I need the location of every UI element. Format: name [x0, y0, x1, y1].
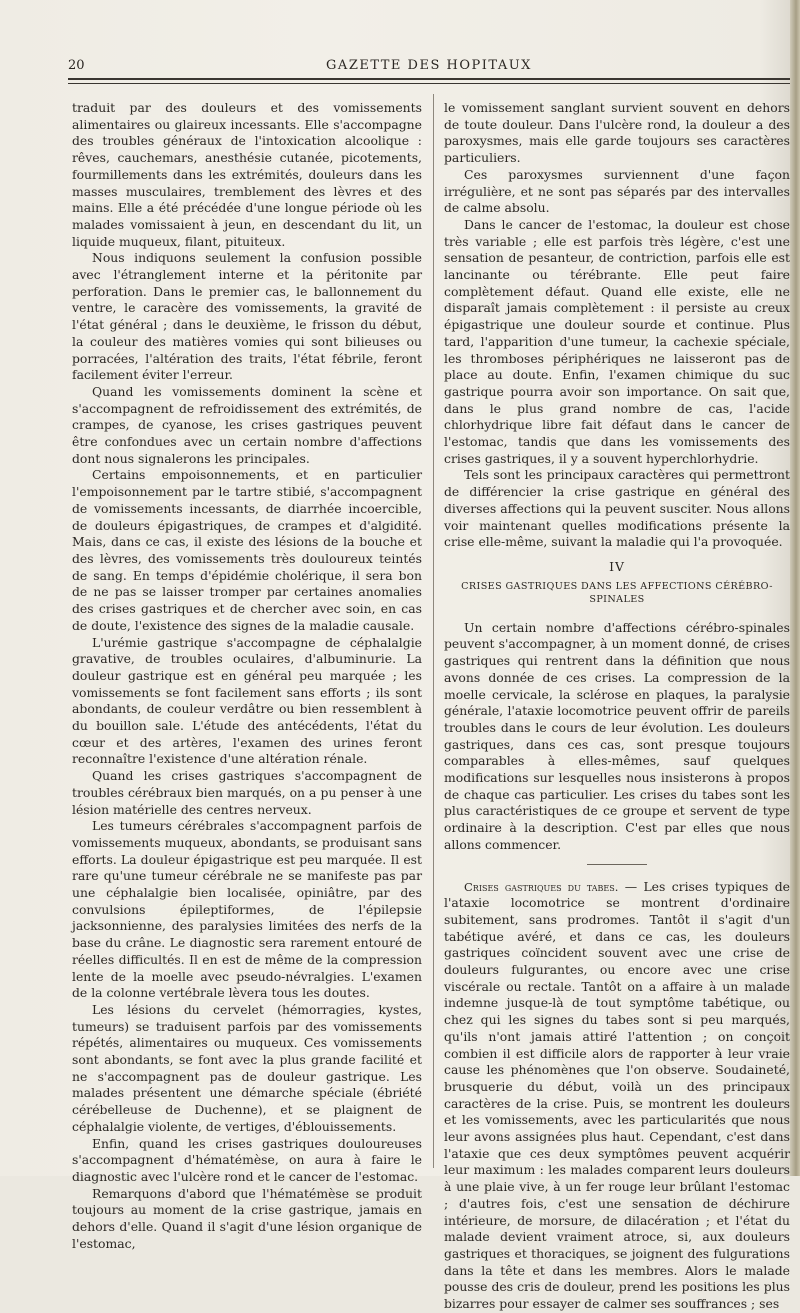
page-number: 20: [68, 58, 85, 73]
paragraph: Remarquons d'abord que l'hématémèse se produit toujours au moment de la crise gastrique, jamais en dehors d'elle. Quand il s'agit d'une lésion organique de l'estomac,: [72, 1185, 422, 1251]
journal-title: GAZETTE DES HOPITAUX: [326, 58, 532, 73]
page-edge: [790, 0, 800, 1176]
paragraph: le vomissement sanglant survient souvent en dehors de toute douleur. Dans l'ulcère rond, la douleur a des paroxysmes, mais elle garde toujours ses caractères particuliers.: [444, 100, 790, 166]
paragraph: Quand les vomissements dominent la scène et s'accompagnent de refroidissement des extrémités, de crampes, de cyanose, les crises gastriques peuvent être confondues avec un certain nombre d'affections dont nous signalerons les principales.: [72, 383, 422, 466]
paragraph: Quand les crises gastriques s'accompagnent de troubles cérébraux bien marqués, on a pu penser à une lésion matérielle des centres nerveux.: [72, 768, 422, 817]
paragraph: Un certain nombre d'affections cérébro-spinales peuvent s'accompagner, à un moment donné, de crises gastriques qui rentrent dans la définition que nous avons donnée de ces crises. La compression de la moelle cervicale, la sclérose en plaques, la paralysie générale, l'ataxie locomotrice peuvent offrir de pareils troubles dans le cours de leur évolution. Les douleurs gastriques, dans ces cas, sont presque toujours comparables à elles-mêmes, sauf quelques modifications sur lesquelles nous insisterons à propos de chaque cas particulier. Les crises du tabes sont les plus caractéristiques de ce groupe et servent de type ordinaire à la description. C'est par elles que nous allons commencer.: [444, 619, 790, 852]
left-column: [72, 100, 422, 1251]
subsection-text: — Les crises typiques de l'ataxie locomotrice se montrent d'ordinaire subitement, sans prodromes. Tantôt il s'agit d'un tabétique avéré, et dans ce cas, les douleurs gastriques coïncident souvent avec une crise de douleurs fulgurantes, ou encore avec une crise viscérale ou rectale. Tantôt on a affaire à un malade indemne jusque-là de tout symptôme tabétique, ou chez qui les signes du tabes sont si peu marqués, qu'ils n'ont jamais attiré l'attention ; on conçoit combien il est difficile alors de rapporter à leur vraie cause les phénomènes que l'on observe. Soudaineté, brusquerie du début, voilà un des principaux caractères de la crise. Puis, se montrent les douleurs et les vomissements, avec les particularités que nous leur avons assignées plus haut. Cependant, c'est dans l'ataxie que ces deux symptômes peuvent acquérir leur maximum : les malades comparent leurs douleurs à une plaie vive, à un fer rouge leur brûlant l'estomac ; d'autres fois, c'est une sensation de déchirure intérieure, de morsure, de dilacération ; et l'état du malade devient vraiment atroce, si, aux douleurs gastriques et thoraciques, se joignent des fulgurations dans la tête et dans les membres. Alors le malade pousse des cris de douleur, prend les positions les plus bizarres pour essayer de calmer ses souffrances ; ses: [444, 878, 790, 1312]
header-rule-thin: [68, 83, 790, 84]
paragraph: Les tumeurs cérébrales s'accompagnent parfois de vomissements muqueux, abondants, se produisant sans efforts. La douleur épigastrique est peu marquée. Il est rare qu'une tumeur cérébrale ne se manifeste pas par une céphalalgie bien localisée, opiniâtre, par des convulsions épileptiformes, de l'épilepsie jacksonnienne, des paralysies limitées des nerfs de la base du crâne. Le diagnostic sera rarement entouré de réelles difficultés. Il en est de même de la compression lente de la moelle avec pseudo-névralgies. L'examen de la colonne vertébrale lèvera tous les doutes.: [72, 818, 422, 1001]
subsection-heading: Crises gastriques du tabes.: [464, 879, 619, 894]
paragraph: Ces paroxysmes surviennent d'une façon irrégulière, et ne sont pas séparés par des intervalles de calme absolu.: [444, 166, 790, 216]
header-rule-thick: [68, 78, 790, 80]
subsection-paragraph: [444, 879, 790, 1313]
paragraph: Certains empoisonnements, et en particulier l'empoisonnement par le tartre stibié, s'accompagnent de vomissements incessants, de diarrhée incoercible, de douleurs épigastriques, de crampes et d'algidité. Mais, dans ce cas, il existe des lésions de la bouche et des lèvres, des vomissements très douloureux teintés de sang. En temps d'épidémie cholérique, il sera bon de ne pas se laisser tromper par certaines anomalies des crises gastriques et de chercher avec soin, en cas de doute, l'existence des signes de la maladie causale.: [72, 467, 422, 633]
paragraph: traduit par des douleurs et des vomissements alimentaires ou glaireux incessants. Elle s'accompagne des troubles généraux de l'intoxication alcoolique : rêves, cauchemars, anesthésie cutanée, picotements, fourmillements dans les extrémités, douleurs dans les masses musculaires, tremblement des lèvres et des mains. Elle a été précédée d'une longue période où les malades vomissaient à jeun, en descendant du lit, un liquide muqueux, filant, pituiteux.: [72, 100, 422, 249]
paragraph: Enfin, quand les crises gastriques douloureuses s'accompagnent d'hématémèse, on aura à faire le diagnostic avec l'ulcère rond et le cancer de l'estomac.: [72, 1135, 422, 1184]
right-column: [444, 100, 790, 1312]
paragraph: Nous indiquons seulement la confusion possible avec l'étranglement interne et la péritonite par perforation. Dans le premier cas, le ballonnement du ventre, le caracère des vomissements, la gravité de l'état général ; dans le deuxième, le frisson du début, la couleur des matières vomies qui sont bilieuses ou porracées, l'altération des traits, l'état fébrile, feront facilement éviter l'erreur.: [72, 250, 422, 383]
paragraph: Les lésions du cervelet (hémorragies, kystes, tumeurs) se traduisent parfois par des vomissements répétés, alimentaires ou muqueux. Ces vomissements sont abondants, se font avec la plus grande facilité et ne s'accompagnent pas de douleur gastrique. Les malades présentent une démarche spéciale (ébriété cérébelleuse de Duchenne), et se plaignent de céphalalgie violente, de vertiges, d'éblouissements.: [72, 1001, 422, 1134]
paragraph: Tels sont les principaux caractères qui permettront de différencier la crise gastrique en général des diverses affections qui la peuvent susciter. Nous allons voir maintenant quelles modifications présente la crise elle-même, suivant la maladie qui l'a provoquée.: [444, 467, 790, 550]
section-title: CRISES GASTRIQUES DANS LES AFFECTIONS CÉRÉBRO-SPINALES: [461, 580, 773, 605]
paragraph: L'urémie gastrique s'accompagne de céphalalgie gravative, de troubles oculaires, d'albuminurie. La douleur gastrique est en général peu marquée ; les vomissements se font facilement sans efforts ; ils sont abondants, de couleur verdâtre ou bien ressemblent à du bouillon sale. L'étude des antécédents, l'état du cœur et des artères, l'examen des urines feront reconnaître l'existence d'une altération rénale.: [72, 634, 422, 767]
section-number: IV: [609, 558, 625, 574]
column-divider: [433, 94, 434, 1168]
paragraph: Dans le cancer de l'estomac, la douleur est chose très variable ; elle est parfois très légère, c'est une sensation de pesanteur, de contriction, parfois elle est lancinante ou térébrante. Elle peut faire complètement défaut. Quand elle existe, elle ne disparaît jamais complètement : il persiste au creux épigastrique une douleur sourde et continue. Plus tard, l'apparition d'une tumeur, la cachexie spéciale, les thromboses périphériques ne laisseront pas de place au doute. Enfin, l'examen chimique du suc gastrique pourra avoir son importance. On sait que, dans le plus grand nombre de cas, l'acide chlorhydrique libre fait défaut dans le cancer de l'estomac, tandis que dans les vomissements des crises gastriques, il y a souvent hyperchlorhydrie.: [444, 216, 790, 466]
section-separator: [587, 864, 647, 865]
